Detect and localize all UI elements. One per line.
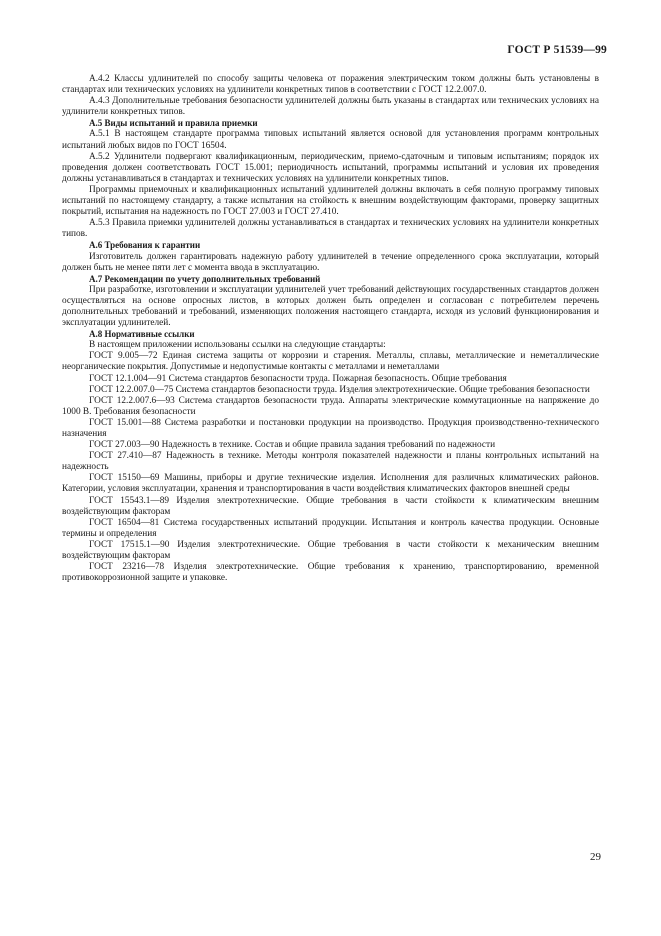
page-number: 29 (590, 851, 601, 863)
reference-entry: ГОСТ 17515.1—90 Изделия электротехнические. Общие требования в части стойкости к механическим внешним воздействующим факторам (62, 539, 599, 562)
section-heading: А.5 Виды испытаний и правила приемки (89, 118, 258, 129)
document-body (62, 74, 599, 584)
reference-entry: ГОСТ 15543.1—89 Изделия электротехнические. Общие требования в части стойкости к климатическим внешним воздействующим факторам (62, 495, 599, 517)
document-header: ГОСТ Р 51539—99 (507, 44, 607, 56)
reference-entry: ГОСТ 15150—69 Машины, приборы и другие технические изделия. Исполнения для различных климатических районов. Категории, условия эксплуатации, хранения и транспортирования в части воздействия климатических факторов внешней среды (62, 473, 599, 495)
section-heading: А.7 Рекомендации по учету дополнительных требований (89, 273, 321, 284)
paragraph: А.5.2 Удлинители подвергают квалификационным, периодическим, приемо-сдаточным и типовым испытаниям; порядок их проведения должен соответствовать ГОСТ 15.001; периодичность испытаний, программы испытаний и условия их проведения должны устанавливаться в стандартах и технических условиях на удлинители конкретных типов. (62, 151, 599, 184)
paragraph: А.5.1 В настоящем стандарте программа типовых испытаний является основой для установления программ контрольных испытаний любых видов по ГОСТ 16504. (62, 129, 599, 151)
reference-entry: ГОСТ 12.2.007.0—75 Система стандартов безопасности труда. Изделия электротехнические. Общие требования безопасности (89, 384, 590, 395)
paragraph: Изготовитель должен гарантировать надежную работу удлинителей в течение определенного срока эксплуатации, который должен быть не менее пяти лет с момента ввода в эксплуатацию. (62, 251, 599, 273)
reference-entry: ГОСТ 27.003—90 Надежность в технике. Состав и общие правила задания требований по надежности (89, 440, 496, 451)
section-heading: А.6 Требования к гарантии (89, 240, 201, 251)
paragraph: Программы приемочных и квалификационных испытаний удлинителей должны включать в себя полную программу типовых испытаний по настоящему стандарту, а также испытания на стойкость к внешним воздействующим факторами, проверку защитных покрытий, испытания на надежность по ГОСТ 27.003 и ГОСТ 27.410. (62, 184, 599, 218)
paragraph: При разработке, изготовлении и эксплуатации удлинителей учет требований действующих государственных стандартов должен осуществляться на основе опросных листов, в которых должен быть определен и согласован с потребителем перечень дополнительных требований и требований, изменяющих положения настоящего стандарта, исходя из условий функционирования и эксплуатации удлинителей. (62, 284, 599, 329)
reference-entry: ГОСТ 27.410—87 Надежность в технике. Методы контроля показателей надежности и планы контрольных испытаний на надежность (62, 451, 599, 473)
reference-entry: ГОСТ 15.001—88 Система разработки и постановки продукции на производство. Продукция производственно-технического назначения (62, 417, 599, 439)
reference-entry: ГОСТ 12.2.007.6—93 Система стандартов безопасности труда. Аппараты электрические коммутационные на напряжение до 1000 В. Требования безопасности (62, 395, 599, 417)
reference-entry: ГОСТ 9.005—72 Единая система защиты от коррозии и старения. Металлы, сплавы, металлические и неметаллические неорганические покрытия. Допустимые и недопустимые контакты с металлами и неметаллами (62, 351, 599, 373)
reference-entry: ГОСТ 16504—81 Система государственных испытаний продукции. Испытания и контроль качества продукции. Основные термины и определения (62, 517, 599, 539)
paragraph: А.4.3 Дополнительные требования безопасности удлинителей должны быть указаны в стандартах или технических условиях на удлинители конкретных типов. (62, 96, 599, 118)
paragraph: А.5.3 Правила приемки удлинителей должны устанавливаться в стандартах и технических условиях на удлинители конкретных типов. (62, 218, 599, 240)
paragraph: А.4.2 Классы удлинителей по способу защиты человека от поражения электрическим током должны быть установлены в стандартах или технических условиях на удлинители конкретных типов в соответствии с ГОСТ 12.2.007.0. (62, 74, 599, 96)
reference-entry: ГОСТ 23216—78 Изделия электротехнические. Общие требования к хранению, транспортированию, временной противокоррозионной защите и упаковке. (62, 562, 599, 584)
section-heading: А.8 Нормативные ссылки (89, 329, 195, 340)
reference-entry: ГОСТ 12.1.004—91 Система стандартов безопасности труда. Пожарная безопасность. Общие требования (89, 373, 507, 384)
paragraph: В настоящем приложении использованы ссылки на следующие стандарты: (89, 340, 386, 351)
